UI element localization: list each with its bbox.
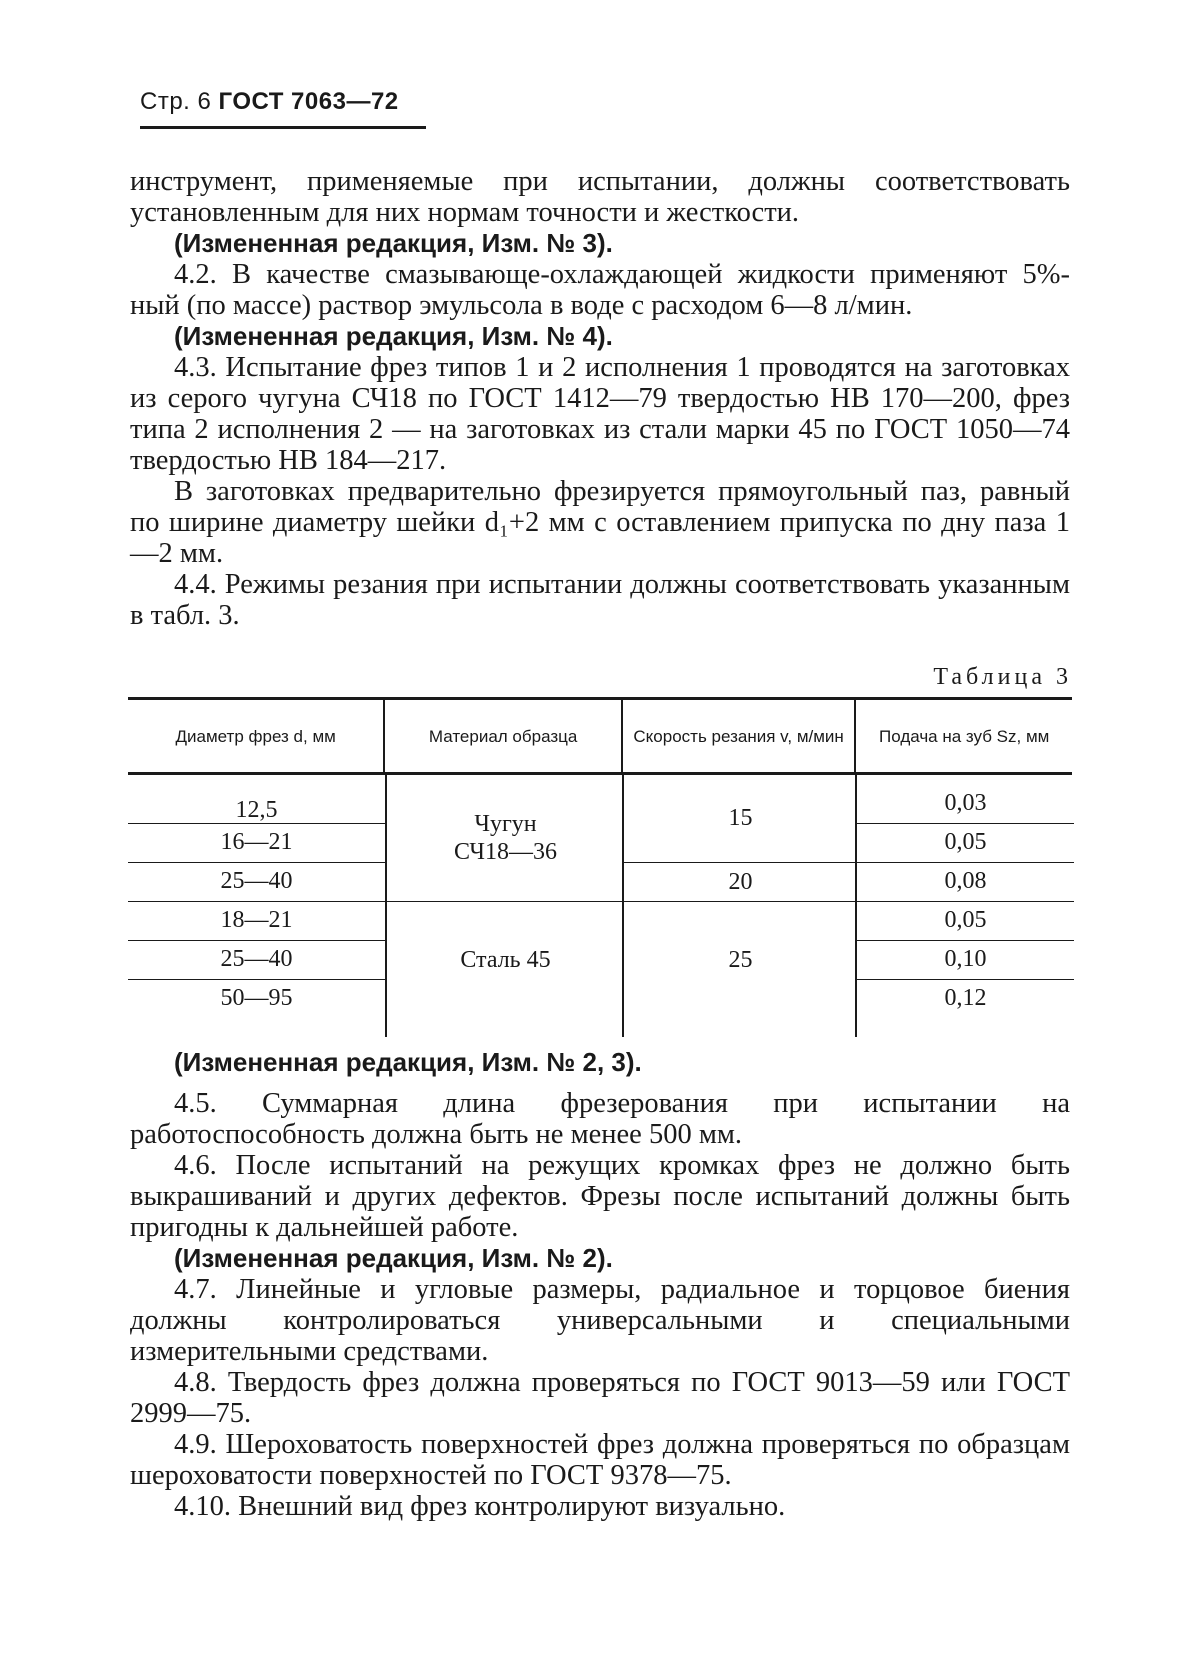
cutting-modes-table	[128, 697, 1072, 1037]
table-cell: 20	[624, 864, 857, 902]
column-diameter	[128, 775, 385, 1037]
running-header	[140, 88, 399, 116]
header-material: Материал образца	[383, 700, 621, 772]
paragraph-4-9: 4.9. Шероховатость поверхностей фрез должна проверяться по образцам шероховатости поверхностей по ГОСТ 9378—75.	[130, 1429, 1070, 1491]
table-cell: 0,10	[857, 940, 1074, 980]
table-cell: 15	[624, 775, 857, 863]
amendment-note: (Измененная редакция, Изм. № 2).	[174, 1243, 613, 1273]
table-cell: 25—40	[128, 862, 385, 902]
table-body	[128, 775, 1072, 1037]
table-caption: Таблица 3	[933, 664, 1072, 690]
material-line: Чугун	[474, 811, 537, 837]
table-cell: 0,08	[857, 862, 1074, 902]
table-cell-steel: Сталь 45	[460, 947, 551, 973]
paragraph-4-8: 4.8. Твердость фрез должна проверяться по ГОСТ 9013—59 или ГОСТ 2999—75.	[130, 1367, 1070, 1429]
header-rule	[140, 126, 426, 129]
paragraph-4-3: 4.3. Испытание фрез типов 1 и 2 исполнения 1 проводятся на заготовках из серого чугуна СЧ18 по ГОСТ 1412—79 твердостью НВ 170—200, фрез типа 2 исполнения 2 — на заготовках из стали марки 45 по ГОСТ 1050—74 твердостью НВ 184—217.	[130, 352, 1070, 476]
header-diameter: Диаметр фрез d, мм	[175, 726, 336, 746]
header-speed: Скорость резания v, м/мин	[621, 700, 855, 772]
table-cell: 12,5	[128, 797, 385, 824]
paragraph-groove: В заготовках предварительно фрезируется прямоугольный паз, равный по ширине диаметру шейки d₁+2 мм с оставлением припуска по дну паза 1—2 мм.	[130, 476, 1070, 569]
table-cell-cast-iron	[387, 775, 624, 902]
column-material	[385, 775, 624, 1037]
header-feed: Подача на зуб Sz, мм	[854, 700, 1072, 772]
paragraph-4-7: 4.7. Линейные и угловые размеры, радиальное и торцовое биения должны контролироваться универсальными и специальными измерительными средствами.	[130, 1274, 1070, 1367]
amendment-note: (Измененная редакция, Изм. № 3).	[174, 228, 613, 258]
amendment-note: (Измененная редакция, Изм. № 4).	[174, 321, 613, 351]
table-cell: 0,05	[857, 823, 1074, 863]
table-header-row	[128, 700, 1072, 775]
paragraph-4-2: 4.2. В качестве смазывающе-охлаждающей жидкости применяют 5%-ный (по массе) раствор эмульсола в воде с расходом 6—8 л/мин.	[130, 259, 1070, 321]
table-cell: 25—40	[128, 940, 385, 980]
table-cell: 16—21	[128, 823, 385, 863]
amendment-note: (Измененная редакция, Изм. № 2, 3).	[174, 1047, 642, 1077]
paragraph-continuation: инструмент, применяемые при испытании, должны соответствовать установленным для них нормам точности и жесткости.	[130, 166, 1070, 228]
paragraph-4-6: 4.6. После испытаний на режущих кромках фрез не должно быть выкрашиваний и других дефектов. Фрезы после испытаний должны быть пригодны к дальнейшей работе.	[130, 1150, 1070, 1243]
table-cell: 0,05	[857, 901, 1074, 941]
table-cell: 18—21	[128, 901, 385, 941]
body-text-bottom	[130, 1047, 1070, 1522]
table-cell: 0,12	[944, 985, 987, 1011]
material-line: СЧ18—36	[453, 839, 557, 865]
page-number: Стр. 6	[140, 88, 212, 115]
table-cell: 25	[728, 947, 753, 973]
paragraph-4-5: 4.5. Суммарная длина фрезерования при испытании на работоспособность должна быть не менее 500 мм.	[130, 1088, 1070, 1150]
standard-number: ГОСТ 7063—72	[218, 88, 399, 115]
table-cell: 0,03	[857, 784, 1074, 824]
column-feed	[855, 775, 1074, 1037]
column-speed	[622, 775, 857, 1037]
body-text-top	[130, 166, 1070, 631]
table-cell: 50—95	[220, 985, 293, 1011]
paragraph-4-4: 4.4. Режимы резания при испытании должны соответствовать указанным в табл. 3.	[130, 569, 1070, 631]
paragraph-4-10: 4.10. Внешний вид фрез контролируют визуально.	[174, 1491, 786, 1522]
